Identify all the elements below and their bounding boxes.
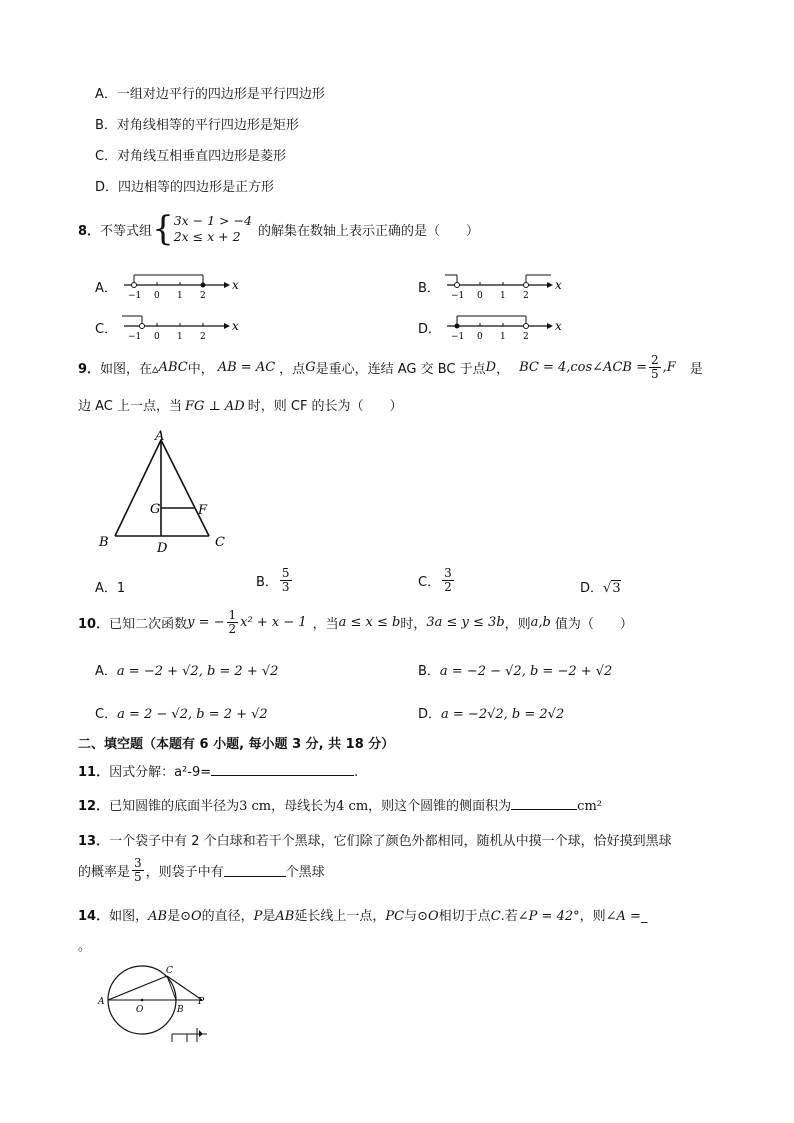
q13-t1: 的概率是 — [78, 865, 131, 880]
q8d-tick-neg1: −1 — [451, 332, 465, 342]
q10-t4: ，则 — [504, 617, 531, 632]
q8a-axis-x: x — [232, 278, 239, 292]
q8-numberline-a — [120, 266, 240, 302]
q10-ab: a,b — [530, 615, 551, 630]
q14-p: P — [253, 909, 263, 924]
q10-stem — [78, 609, 633, 636]
q9-optd-root: 3 — [612, 581, 621, 596]
q14-circle-figure — [95, 962, 220, 1046]
q14-angle: ∠P = 42° — [517, 909, 580, 924]
q9-perp: FG ⊥ AD — [185, 399, 245, 414]
q9-f: ,F — [662, 360, 676, 375]
q8c-tick-neg1: −1 — [128, 332, 142, 342]
q8-post: 的解集在数轴上表示正确的是（ ） — [257, 223, 479, 239]
q10-fraction — [227, 609, 239, 636]
q9-option-d: D．√3 — [580, 581, 621, 596]
q9-t5: ， — [496, 362, 510, 377]
q13-line2 — [78, 857, 325, 884]
q9-t2: 中， — [187, 362, 214, 377]
q10-option-b — [418, 660, 612, 679]
q7-option-a: A．一组对边平行的四边形是平行四边形 — [95, 87, 325, 102]
q8a-tick-1: 1 — [177, 291, 183, 301]
section-2-heading: 二、填空题（本题有 6 小题, 每小题 3 分, 共 18 分） — [78, 737, 395, 752]
q9-fig-label-f: F — [198, 503, 208, 518]
q7-option-d: D．四边相等的四边形是正方形 — [95, 180, 275, 195]
q9-fig-label-c: C — [215, 535, 225, 550]
q9-option-a: A．1 — [95, 581, 126, 596]
q10-t2: ，当 — [312, 617, 339, 632]
q9-option-c-fraction — [442, 567, 454, 594]
q14-tail[interactable]: _ — [640, 909, 648, 924]
q14-t7: 相切于点 — [438, 909, 491, 924]
q14-fig-label-o: O — [136, 1005, 144, 1015]
q14-fig-label-c: C — [166, 966, 173, 976]
q9-fig-label-g: G — [150, 502, 161, 517]
q14-ab2: AB — [275, 909, 295, 924]
q9-option-c-label: C． — [418, 575, 441, 590]
q10-option-b-value: a = −2 − √2, b = −2 + √2 — [439, 664, 613, 679]
q10-t5: 值为（ ） — [554, 617, 633, 632]
q10-option-d — [418, 703, 564, 722]
q9-optc-num: 3 — [444, 566, 452, 580]
q10-option-d-label: D． — [418, 707, 442, 722]
q9-fig-label-b: B — [99, 535, 109, 550]
q9-optc-den: 2 — [444, 580, 452, 594]
q14-t6: 与 — [404, 909, 418, 924]
q8b-tick-2: 2 — [523, 291, 529, 301]
q14-ab: AB — [148, 909, 168, 924]
q11-number: 11． — [78, 765, 110, 780]
q10-option-a-label: A． — [95, 664, 117, 679]
q8b-axis-x: x — [555, 278, 562, 292]
q9-fig-label-a: A — [155, 429, 165, 444]
q8-system — [174, 213, 252, 245]
q10-option-c — [95, 703, 268, 722]
q9-option-c — [418, 567, 456, 594]
q8d-tick-2: 2 — [523, 332, 529, 342]
q14-number: 14． — [78, 909, 110, 924]
q14-circle: ⊙O — [180, 909, 202, 924]
q9-option-d-label: D． — [580, 581, 604, 596]
q8-brace: { — [152, 209, 174, 249]
q8c-tick-0: 0 — [154, 332, 160, 342]
q14-t5: 延长线上一点， — [294, 909, 386, 924]
q14-t1: 如图， — [109, 909, 149, 924]
q8d-tick-1: 1 — [500, 332, 506, 342]
q13-pd: 5 — [134, 870, 142, 884]
q10-option-c-value: a = 2 − √2, b = 2 + √2 — [117, 707, 268, 722]
q10-cond1: a ≤ x ≤ b — [338, 615, 401, 630]
q9-cos-fraction — [649, 354, 661, 381]
q14-t3: 的直径， — [201, 909, 254, 924]
q9-cos-den: 5 — [650, 367, 659, 381]
q9-option-b-label: B． — [256, 575, 278, 590]
q8-numberline-d — [443, 307, 563, 343]
q10-fd: 2 — [228, 622, 237, 636]
q8-option-d-label: D． — [418, 322, 442, 337]
q12 — [78, 795, 602, 814]
q12-slant: 4 cm — [336, 799, 369, 814]
q14-fig-label-p: P — [198, 997, 205, 1007]
q11-text: 因式分解：a²-9= — [109, 765, 212, 780]
q8c-axis-x: x — [232, 319, 239, 333]
q8b-tick-0: 0 — [477, 291, 483, 301]
q10-option-a — [95, 660, 278, 679]
q8d-axis-x: x — [555, 319, 562, 333]
q8b-tick-neg1: −1 — [451, 291, 465, 301]
q9-abc: ABC — [158, 360, 188, 375]
q14-circle2: ⊙O — [417, 909, 439, 924]
q12-radius: 3 cm — [239, 799, 272, 814]
q14-t4: 是 — [262, 909, 276, 924]
q9-triangle-figure — [95, 428, 235, 556]
q14-c: C — [490, 909, 501, 924]
q8a-tick-0: 0 — [154, 291, 160, 301]
q10-rest: x² + x − 1 — [240, 615, 307, 630]
q13-answer-blank[interactable] — [224, 864, 286, 877]
q14-answer-a: ∠A = — [605, 909, 641, 924]
q14-t8: .若 — [500, 909, 518, 924]
q9-g: G — [305, 360, 316, 375]
q8a-tick-neg1: −1 — [128, 291, 142, 301]
q10-number: 10． — [78, 617, 110, 632]
q12-answer-blank[interactable] — [511, 797, 577, 810]
q8-stem — [78, 209, 479, 249]
q14-fig-label-b: B — [177, 1005, 184, 1015]
q9-t4: 是重心，连结 AG 交 BC 于点 — [315, 362, 486, 377]
q10-option-d-value: a = −2√2, b = 2√2 — [441, 707, 565, 722]
q9-t3: ，点 — [279, 362, 306, 377]
q9-stem-line1 — [78, 354, 703, 381]
q8-option-a-label: A． — [95, 281, 117, 296]
q13-line1-text: 一个袋子中有 2 个白球和若干个黑球，它们除了颜色外都相同，随机从中摸一个球，恰好摸到黑球 — [109, 834, 672, 849]
q9-cos-num: 2 — [650, 353, 659, 367]
q13-line1 — [78, 830, 672, 849]
q8c-tick-2: 2 — [200, 332, 206, 342]
q14-t2: 是 — [167, 909, 181, 924]
q8a-tick-2: 2 — [200, 291, 206, 301]
q10-option-a-value: a = −2 + √2, b = 2 + √2 — [116, 664, 279, 679]
q8-number: 8． — [78, 223, 101, 239]
q10-t3: 时， — [400, 617, 427, 632]
q13-number: 13． — [78, 834, 110, 849]
q8d-tick-0: 0 — [477, 332, 483, 342]
q9-option-b-fraction — [280, 567, 292, 594]
q8-ineq2: 2x ≤ x + 2 — [173, 229, 241, 244]
q9-line2b: 时，则 CF 的长为（ ） — [247, 399, 403, 414]
q10-option-b-label: B． — [418, 664, 440, 679]
q10-y: y = − — [187, 615, 225, 630]
q9-option-b — [256, 567, 294, 594]
q10-t1: 已知二次函数 — [109, 617, 188, 632]
q9-optb-num: 5 — [281, 566, 290, 580]
q14-pc: PC — [385, 909, 405, 924]
q8-option-b-label: B． — [418, 281, 440, 296]
q13-t3: 个黑球 — [285, 865, 325, 880]
q9-d: D — [485, 360, 497, 375]
q9-eq1: AB = AC — [217, 360, 276, 375]
q8b-tick-1: 1 — [500, 291, 506, 301]
q8-ineq1: 3x − 1 > −4 — [173, 213, 252, 228]
q14-line1 — [78, 905, 647, 924]
q9-optb-den: 3 — [281, 580, 290, 594]
q11-answer-blank[interactable] — [211, 763, 354, 776]
q11 — [78, 761, 358, 780]
q14-end: 。 — [78, 939, 92, 954]
q9-number: 9． — [78, 362, 101, 377]
q8-numberline-b — [443, 266, 563, 302]
q11-end: . — [354, 765, 359, 780]
q9-t1: 如图，在▵ — [100, 362, 159, 377]
q8-option-c-label: C． — [95, 322, 118, 337]
q9-fig-label-d: D — [157, 541, 168, 556]
q12-unit: cm² — [577, 799, 602, 814]
q8-pre: 不等式组 — [100, 223, 153, 239]
q13-t2: ，则袋子中有 — [145, 865, 224, 880]
q9-stem-line2 — [78, 395, 403, 414]
q13-fraction — [132, 857, 144, 884]
q14-fig-label-a: A — [98, 997, 105, 1007]
q10-fn: 1 — [228, 608, 237, 622]
q9-bc: BC = 4, — [519, 360, 571, 375]
q9-line2a: 边 AC 上一点，当 — [78, 399, 183, 414]
q12-t2: ，母线长为 — [271, 799, 337, 814]
q7-option-b: B．对角线相等的平行四边形是矩形 — [95, 118, 299, 133]
q10-cond2: 3a ≤ y ≤ 3b — [426, 615, 505, 630]
q10-option-c-label: C． — [95, 707, 118, 722]
q12-t1: 已知圆锥的底面半径为 — [109, 799, 240, 814]
q14-t9: ，则 — [579, 909, 606, 924]
q9-cos: cos∠ACB = — [570, 360, 647, 375]
q12-t3: ，则这个圆锥的侧面积为 — [368, 799, 512, 814]
q9-t6: 是 — [689, 362, 703, 377]
q13-pn: 3 — [134, 856, 142, 870]
q8-numberline-c — [120, 307, 240, 343]
q12-number: 12． — [78, 799, 110, 814]
q8c-tick-1: 1 — [177, 332, 183, 342]
q7-option-c: C．对角线互相垂直四边形是菱形 — [95, 149, 287, 164]
